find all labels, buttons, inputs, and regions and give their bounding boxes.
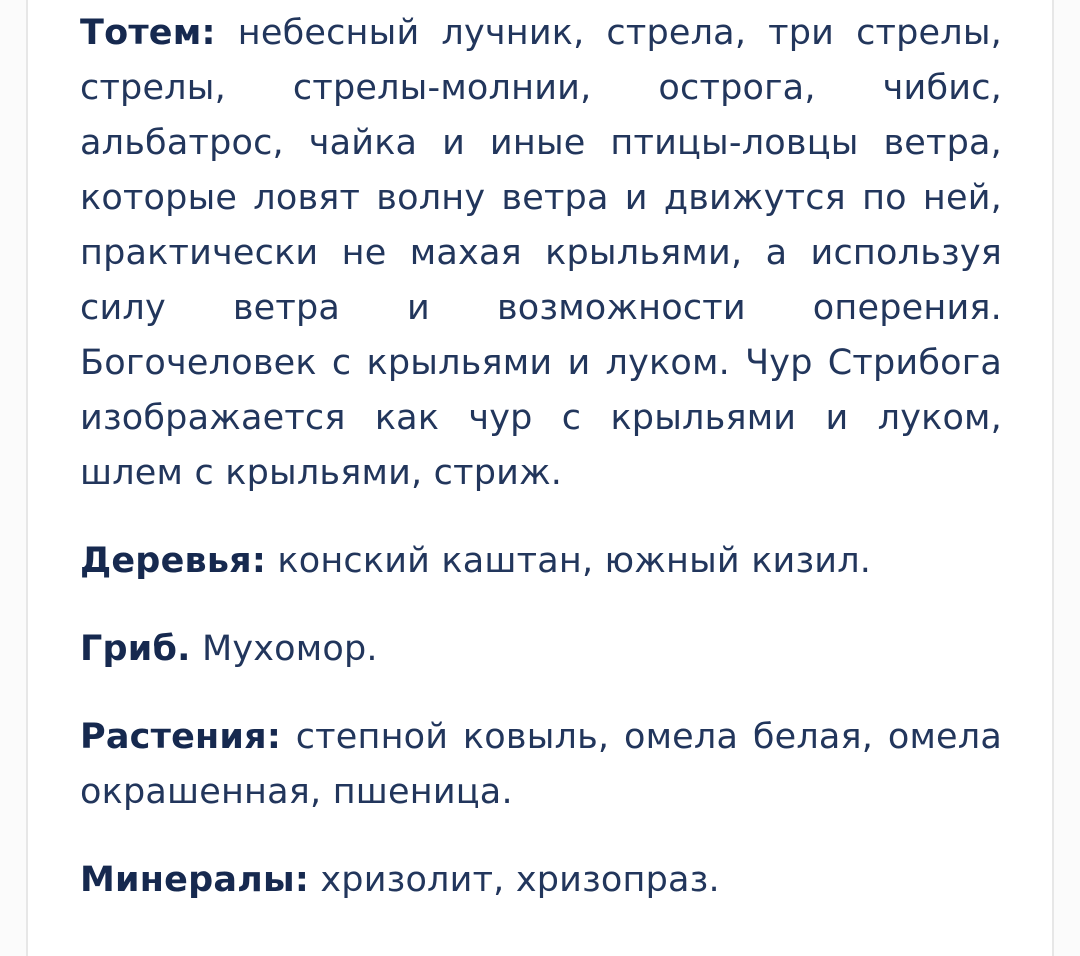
section-paragraph-totem xyxy=(80,6,1002,501)
section-label: Растения: xyxy=(80,717,282,757)
section-text: Мухомор. xyxy=(201,629,378,669)
section-text: конский каштан, южный кизил. xyxy=(277,541,872,581)
section-paragraph-plants xyxy=(80,710,1002,820)
section-paragraph-mushroom xyxy=(80,622,1002,677)
section-text: небесный лучник, стрела, три стрелы, стрелы, стрелы-молнии, острога, чибис, альбатрос, чайка и иные птицы-ловцы ветра, которые ловят волну ветра и движутся по ней, практически не махая крыльями, а используя силу ветра и возможности оперения. Богочеловек с крыльями и луком. Чур Стрибога изображается как чур с крыльями и луком, шлем с крыльями, стриж. xyxy=(80,13,1003,493)
section-label: Деревья: xyxy=(80,541,267,581)
section-label: Гриб. xyxy=(80,629,191,669)
section-label: Тотем: xyxy=(80,13,216,53)
section-paragraph-minerals xyxy=(80,853,1002,908)
content-card xyxy=(26,0,1054,956)
section-text: степной ковыль, омела белая, омела окрашенная, пшеница. xyxy=(80,717,1002,812)
section-paragraph-trees xyxy=(80,534,1002,589)
section-text: хризолит, хризопраз. xyxy=(320,860,720,900)
section-label: Минералы: xyxy=(80,860,310,900)
